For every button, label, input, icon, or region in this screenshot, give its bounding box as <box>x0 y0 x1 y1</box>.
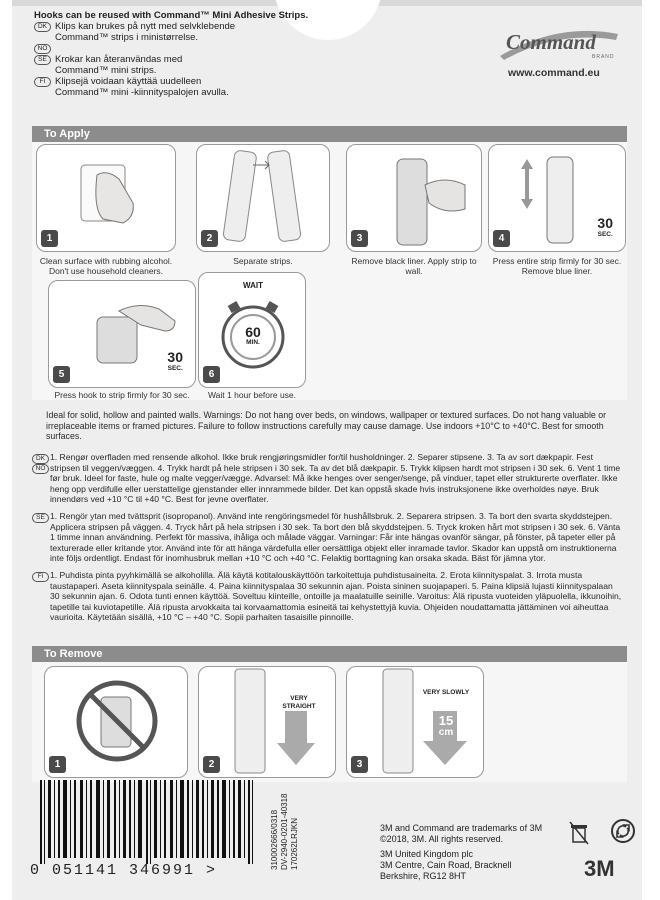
barcode-digits: 0 051141 346991 > <box>30 862 218 879</box>
instructions-block <box>35 452 622 623</box>
apply-step-5-timer <box>167 349 183 372</box>
lang-badge-se: SE <box>34 55 51 65</box>
apply-step-2-caption: Separate strips. <box>233 256 293 266</box>
legal-line-1: 3M and Command are trademarks of 3M <box>380 823 543 833</box>
remove-title: To Remove <box>44 648 103 660</box>
para-fi-text: 1. Puhdista pinta pyyhkimällä se alkoholilla. Älä käytä kotitalouskäyttöön tarkoitettuja puhdistusaineita. 2. Erota kiinnityspalat. 3. Irrota musta taustapaperi. Aseta kiinnityspala seinälle. 4. Paina kiinnityspalaa 30 sekunnin ajan. Poista sininen suojapaperi. 5. Paina klipsiä lujasti kiinnityspalaan 30 sekunnin ajan. 6. Odota tunti ennen käyttöä. Soveltuu kiinteille, ontoille ja maalatuille seinille. Varoitus: Älä ripusta vuoteiden yläpuolella, ikkunoihin, tapetille tai kuviotapetille. Älä ripusta arvokkaita tai korvaamattomia esineitä tai kehystettyjä kuvia. Ohjeiden noudattamatta jättäminen voi aiheuttaa vaurioita. Käytetään sisällä, +10 °C – +40 °C. Sopii parhaiten tasaisille pinnoille. <box>50 569 622 623</box>
apply-step-5 <box>48 280 196 388</box>
lang-fi-line2: Command™ mini -kiinnityspalojen avulla. <box>55 87 229 98</box>
apply-step-5-caption: Press hook to strip firmly for 30 sec. <box>54 390 190 400</box>
legal-line-2: ©2018, 3M. All rights reserved. <box>380 834 504 844</box>
remove-step-3 <box>346 666 484 778</box>
apply-step-3-number: 3 <box>351 230 368 247</box>
remove-step-1 <box>44 666 188 778</box>
lang-badge-dk: DK <box>34 22 51 32</box>
lang-se <box>34 54 444 76</box>
clock-unit: MIN. <box>246 339 260 346</box>
para-se-badge: SE <box>32 513 49 523</box>
apply-step-5-unit: SEC. <box>167 365 183 372</box>
apply-step-1-caption: Clean surface with rubbing alcohol. Don't use household cleaners. <box>39 256 173 276</box>
para-fi-badge: FI <box>32 572 49 582</box>
lang-se-line1: Krokar kan återanvändas med <box>55 54 183 65</box>
barcode <box>30 780 268 868</box>
para-se-text: 1. Rengör ytan med tvättsprit (isopropanol). Använd inte rengöringsmedel för hushållsbruk. 2. Separera stripsen. 3. Ta bort den svarta skyddstejpen. Applicera stripsen på väggen. 4. Tryck hårt på hela stripsen i 30 sek. Ta bort den blå skyddstejpen. 5. Tryck kroken hårt mot stripsen i 30 sek. 6. Vänta 1 timme innan användning. Perfekt för massiva, ihåliga och målade väggar. Varningar: Får inte hängas ovanför sängar, på fönster, på tapeter eller på texturerade eller kritande ytor. Använd inte för att hänga värdefulla eller oersättliga objekt eller inramade tavlor. Skador kan uppstå om instruktionerna inte följs ordentligt. Endast för inomhusbruk mellan +10 °C och +40 °C. Felaktig borttagning kan orsaka skada. Bäst för jämna ytor. <box>50 510 621 564</box>
apply-section-header <box>32 126 627 142</box>
apply-step-3 <box>346 144 482 252</box>
apply-step-4-caption: Press entire strip firmly for 30 sec. Remove blue liner. <box>492 256 622 276</box>
batch-codes <box>270 775 299 870</box>
para-no-badge: NO <box>32 464 49 474</box>
apply-title: To Apply <box>44 128 90 140</box>
batch-code-3: 170262LRJKN <box>290 817 299 870</box>
legal-line-5: Berkshire, RG12 8HT <box>380 871 467 881</box>
recycle-icon <box>610 818 636 844</box>
apply-step-6-caption: Wait 1 hour before use. <box>207 390 297 400</box>
para-se <box>36 510 622 564</box>
apply-step-2 <box>196 144 330 252</box>
apply-step-3-caption: Remove black liner. Apply strip to wall. <box>351 256 477 276</box>
apply-step-6 <box>198 272 306 388</box>
lang-badge-no: NO <box>34 44 51 54</box>
lang-dk-line2: Command™ strips i ministørrelse. <box>55 32 199 43</box>
apply-step-4-timer <box>597 215 613 238</box>
remove-step-1-number: 1 <box>49 756 66 773</box>
bin-icon <box>568 820 590 846</box>
apply-step-2-number: 2 <box>201 230 218 247</box>
clock-readout <box>199 325 306 346</box>
remove-step-2-number: 2 <box>203 756 220 773</box>
apply-step-1 <box>36 144 176 252</box>
lang-fi-line1: Klipsejä voidaan käyttää uudelleen <box>55 76 202 87</box>
legal-text <box>380 823 542 882</box>
package-back <box>12 0 642 900</box>
apply-step-4-unit: SEC. <box>597 231 613 238</box>
very-slowly-label: VERY SLOWLY <box>422 689 470 696</box>
3m-logo: 3M <box>584 856 615 881</box>
reuse-note <box>34 10 444 98</box>
remove-step-2 <box>198 666 336 778</box>
stretch-value: 15 <box>438 713 454 728</box>
apply-step-6-number: 6 <box>203 366 220 383</box>
brand-mark: BRAND <box>592 54 615 60</box>
lang-se-line2: Command™ mini strips. <box>55 65 157 76</box>
apply-step-4-seconds: 30 <box>597 215 613 231</box>
para-dk-text: 1. Rengør overfladen med rensende alkohol. Ikke bruk rengjøringsmidler for/til husholdninger. 2. Separer stipsene. 3. Ta av sort dækpapir. Fest stripsen til veggen/væggen. 4. Trykk hardt på hele stripsen i 30 sek. Ta av det blå dækpapir. 5. Trykk klipsen hardt mot stripsen i 30 sek. 6. Vent 1 time før bruk. Ideel for faste, hule og malte vegger/vægge. Advarsel: Må ikke henges over senger/senge, på vinduer, tapet eller strukturerte overflater. Ikke heng opp verdifulle eller uerstattelige gjenstander eller innrammede bilder. Det kan oppstå skade hvis instruksjonene ikke overholdes nøye. Bruk innendørs ved +10 °C til +40 °C. Best for jevne overflater. <box>50 452 621 505</box>
brand-url: www.command.eu <box>508 67 600 79</box>
warnings-text: Ideal for solid, hollow and painted walls. Warnings: Do not hang over beds, on windows, wallpaper or textured surfaces. Do not hang valuable or irreplaceable items or framed pictures. Failure to follow instructions carefully may cause damage. Use indoors +10°C to +40°C. Best for smooth surfaces. <box>46 410 607 442</box>
apply-step-4-number: 4 <box>493 230 510 247</box>
legal-line-4: 3M Centre, Cain Road, Bracknell <box>380 860 512 870</box>
very-straight-label: VERY STRAIGHT <box>282 695 316 710</box>
command-logo: Command <box>506 30 596 54</box>
clock-minutes: 60 <box>245 324 261 340</box>
remove-section-header <box>32 646 627 662</box>
stretch-distance <box>431 715 461 739</box>
para-fi <box>37 569 622 623</box>
apply-step-4 <box>488 144 626 252</box>
remove-step-3-number: 3 <box>351 756 368 773</box>
lang-fi <box>34 76 444 98</box>
lang-dk-line1: Klips kan brukes på nytt med selvklebende <box>55 21 236 32</box>
reuse-title: Hooks can be reused with Command™ Mini Adhesive Strips. <box>34 10 309 21</box>
stretch-unit: cm <box>438 727 454 738</box>
para-dk <box>35 452 622 505</box>
batch-code-1: 310002666/0318 <box>270 809 279 870</box>
apply-step-5-seconds: 30 <box>167 349 183 365</box>
batch-code-2: DV-2940-0201-40318 <box>280 793 289 870</box>
apply-step-5-number: 5 <box>53 366 70 383</box>
apply-step-1-number: 1 <box>41 230 58 247</box>
para-dk-badge: DK <box>32 454 49 464</box>
lang-badge-fi: FI <box>34 77 51 87</box>
no-pull-forward-icon <box>45 667 188 778</box>
wait-label: WAIT <box>243 281 263 290</box>
legal-line-3: 3M United Kingdom plc <box>380 849 474 859</box>
